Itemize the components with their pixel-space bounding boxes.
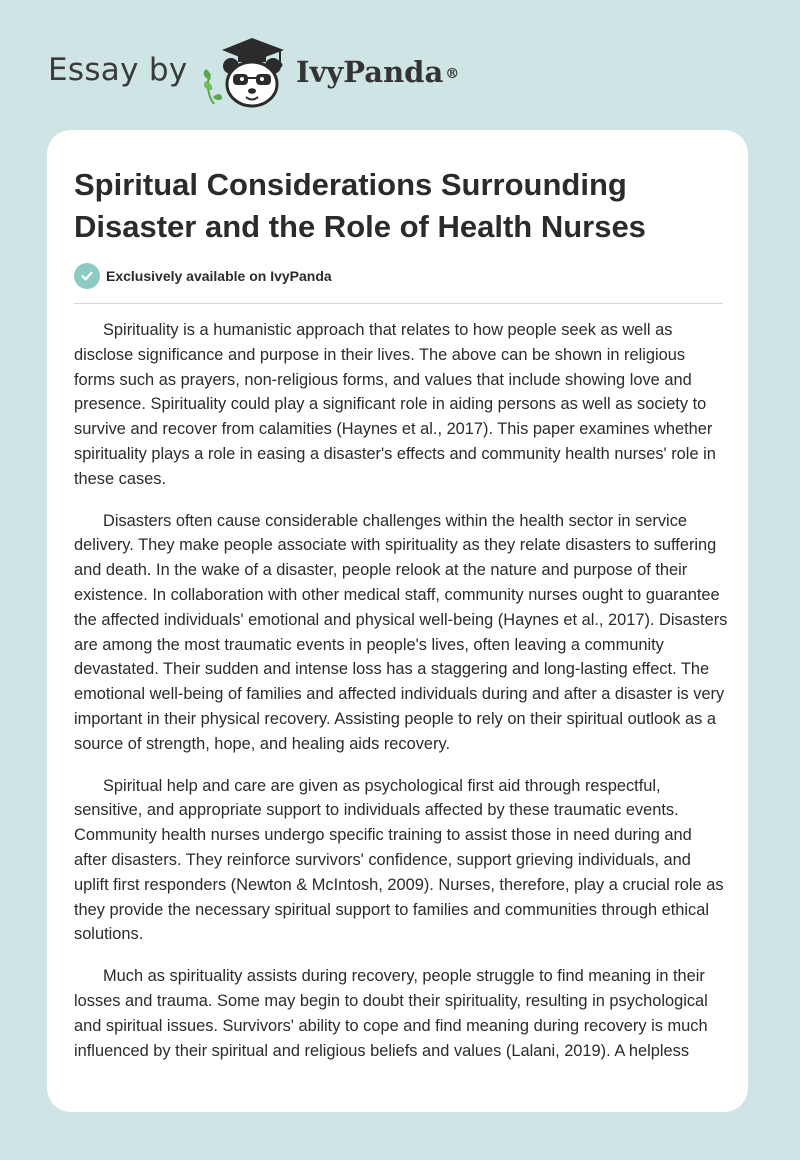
brand-name-text: IvyPanda [296, 55, 444, 89]
brand-name[interactable] [296, 52, 459, 92]
registered-mark: ® [445, 66, 460, 82]
paragraph: Disasters often cause considerable challenges within the health sector in service delivery. They make people associate with spirituality as they relate disasters to suffering and death. In the wake of a disaster, people relook at the nature and purpose of their existence. In collaboration with other medical staff, community nurses ought to guarantee the affected individuals' emotional and physical well-being (Haynes et al., 2017). Disasters are among the most traumatic events in people's lives, often leaving a community devastated. Their sudden and intense loss has a staggering and long-lasting effect. The emotional well-being of families and affected individuals during and after a disaster is very important in their physical recovery. Assisting people to rely on their spiritual outlook as a source of strength, hope, and healing aids recovery. [74, 511, 728, 753]
panda-logo-icon[interactable] [200, 34, 292, 110]
essay-body [74, 318, 728, 1080]
paragraph: Much as spirituality assists during recovery, people struggle to find meaning in their losses and trauma. Some may begin to doubt their spirituality, resulting in psychological and spiritual issues. Survivors' ability to cope and find meaning during recovery is much influenced by their spiritual and religious beliefs and values (Lalani, 2019). A helpless [74, 967, 708, 1060]
site-header [0, 0, 800, 130]
essay-by-label: Essay by [48, 52, 188, 88]
essay-title: Spiritual Considerations Surrounding Disaster and the Role of Health Nurses [74, 167, 646, 244]
paragraph: Spirituality is a humanistic approach that relates to how people seek as well as disclose significance and purpose in their lives. The above can be shown in religious forms such as prayers, non-religious forms, and values that include showing love and presence. Spirituality could play a significant role in aiding persons as well as society to survive and recover from calamities (Haynes et al., 2017). This paper examines whether spirituality plays a role in easing a disaster's effects and community health nurses' role in these cases. [74, 321, 716, 488]
check-circle-icon [74, 263, 100, 289]
paragraph: Spiritual help and care are given as psychological first aid through respectful, sensitive, and appropriate support to individuals affected by these traumatic events. Community health nurses undergo specific training to assist those in need during and after disasters. They reinforce survivors' confidence, support grieving individuals, and uplift first responders (Newton & McIntosh, 2009). Nurses, therefore, play a crucial role as they provide the necessary spiritual support to families and communities through ethical solutions. [74, 776, 724, 944]
exclusive-label: Exclusively available on IvyPanda [106, 268, 332, 284]
essay-card [47, 130, 748, 1112]
exclusive-badge [74, 262, 332, 290]
divider [74, 303, 723, 304]
